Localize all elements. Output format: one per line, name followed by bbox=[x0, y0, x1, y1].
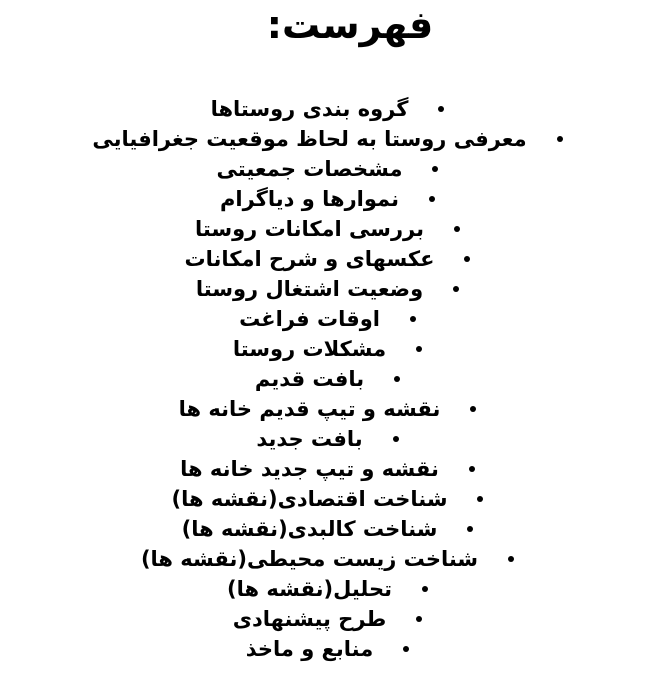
list-item-label: بافت قدیم bbox=[254, 367, 365, 391]
list-item bbox=[0, 304, 655, 334]
list-item bbox=[0, 394, 655, 424]
list-item bbox=[0, 424, 655, 454]
bullet-icon bbox=[416, 346, 422, 352]
list-item-label: نقشه و تیپ قدیم خانه ها bbox=[178, 397, 441, 421]
list-item-label: شناخت زیست محیطی(نقشه ها) bbox=[140, 547, 479, 571]
bullet-icon bbox=[410, 316, 416, 322]
bullet-icon bbox=[393, 436, 399, 442]
list-item-label: بافت جدید bbox=[256, 427, 363, 451]
bullet-icon bbox=[464, 256, 470, 262]
bullet-icon bbox=[508, 556, 514, 562]
list-item-label: شناخت اقتصادی(نقشه ها) bbox=[171, 487, 448, 511]
bullet-icon bbox=[454, 226, 460, 232]
bullet-icon bbox=[438, 106, 444, 112]
bullet-icon bbox=[432, 166, 438, 172]
list-item bbox=[0, 214, 655, 244]
list-item-label: وضعیت اشتغال روستا bbox=[195, 277, 424, 301]
list-item bbox=[0, 514, 655, 544]
list-item-label: شناخت کالبدی(نقشه ها) bbox=[181, 517, 438, 541]
list-item bbox=[0, 484, 655, 514]
list-item bbox=[0, 634, 655, 664]
bullet-icon bbox=[477, 496, 483, 502]
list-item-label: طرح پیشنهادی bbox=[232, 607, 387, 631]
bullet-icon bbox=[469, 466, 475, 472]
list-item bbox=[0, 244, 655, 274]
list-item-label: منابع و ماخذ bbox=[245, 637, 374, 661]
page-title: فهرست: bbox=[266, 3, 434, 47]
bullet-icon bbox=[394, 376, 400, 382]
bullet-icon bbox=[557, 136, 563, 142]
bullet-icon bbox=[467, 526, 473, 532]
list-item-label: مشکلات روستا bbox=[232, 337, 387, 361]
list-item bbox=[0, 274, 655, 304]
list-item bbox=[0, 364, 655, 394]
list-item bbox=[0, 334, 655, 364]
bullet-icon bbox=[416, 616, 422, 622]
list-item bbox=[0, 154, 655, 184]
list-item-label: معرفی روستا به لحاظ موقعیت جغرافیایی bbox=[92, 127, 527, 151]
list-item-label: نقشه و تیپ جدید خانه ها bbox=[180, 457, 439, 481]
bullet-icon bbox=[429, 196, 435, 202]
list-item bbox=[0, 124, 655, 154]
bullet-icon bbox=[422, 586, 428, 592]
list-item-label: نموارها و دیاگرام bbox=[220, 187, 399, 211]
list-item bbox=[0, 604, 655, 634]
list-item-label: عکسهای و شرح امکانات bbox=[184, 247, 435, 271]
list-item bbox=[0, 544, 655, 574]
list-item bbox=[0, 94, 655, 124]
bullet-icon bbox=[403, 646, 409, 652]
bullet-icon bbox=[453, 286, 459, 292]
list-item-label: بررسی امکانات روستا bbox=[195, 217, 424, 241]
list-item bbox=[0, 454, 655, 484]
list-item bbox=[0, 574, 655, 604]
bullet-icon bbox=[470, 406, 476, 412]
list-item-label: تحلیل(نقشه ها) bbox=[227, 577, 392, 601]
list-item bbox=[0, 184, 655, 214]
list-item-label: گروه بندی روستاها bbox=[210, 97, 409, 121]
list-item-label: مشخصات جمعیتی bbox=[216, 157, 403, 181]
list-item-label: اوقات فراغت bbox=[239, 307, 380, 331]
table-of-contents bbox=[0, 94, 655, 664]
